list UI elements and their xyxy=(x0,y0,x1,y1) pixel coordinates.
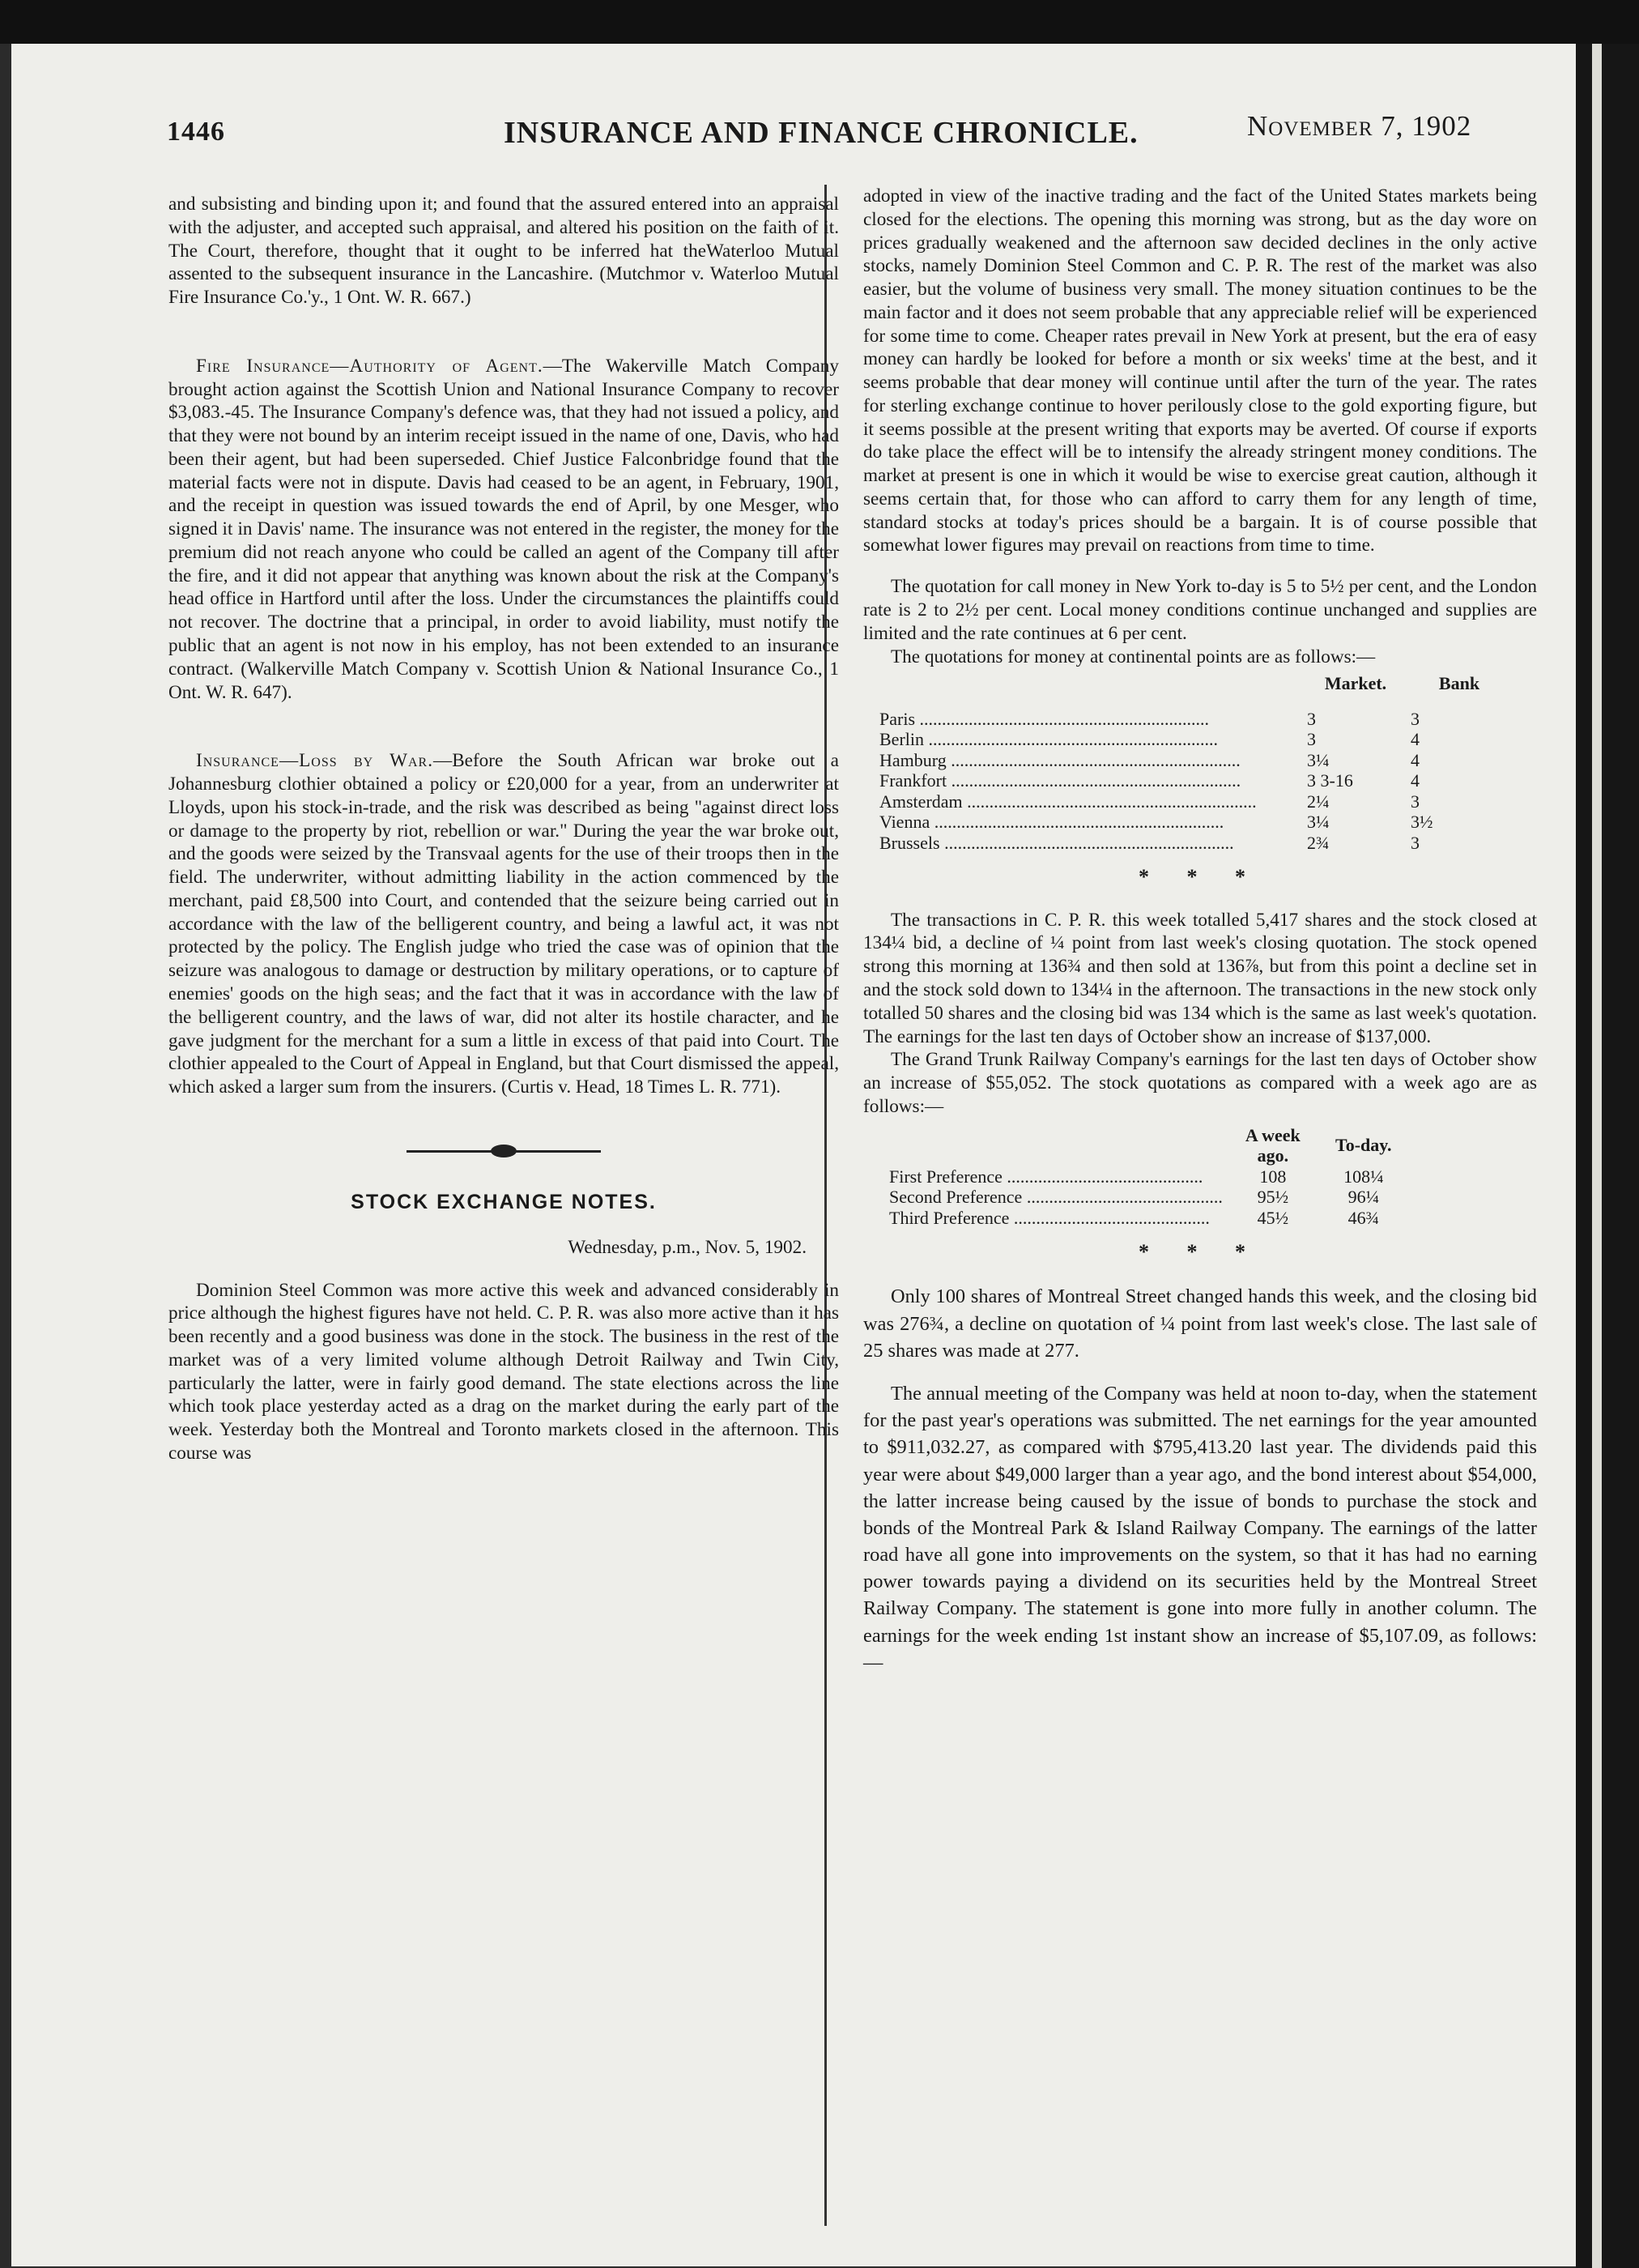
grand-trunk-paragraph: The Grand Trunk Railway Company's earnings for the last ten days of October show an increase of $55,052. The stock quotations as compared with a week ago are as follows:— xyxy=(863,1049,1537,1117)
issue-date: November 7, 1902 xyxy=(1247,110,1472,142)
column-header-market: Market. xyxy=(1324,673,1387,694)
scan-right-edge xyxy=(1576,44,1639,2268)
table-row xyxy=(876,729,1511,750)
table-row xyxy=(876,770,1511,791)
stock-name: Second Preference ..... xyxy=(884,1187,1228,1208)
bank-rate: 4 xyxy=(1411,749,1420,770)
table-row xyxy=(876,833,1511,854)
stock-name: First Preference ..... xyxy=(884,1166,1228,1187)
table-row xyxy=(884,1187,1409,1208)
place-name: Berlin ..... xyxy=(876,729,1304,750)
bank-rate: 4 xyxy=(1411,770,1420,791)
stock-name: Third Preference ..... xyxy=(884,1208,1228,1229)
article-continuation: and subsisting and binding upon it; and found that the assured entered into an appraisal with the adjuster, and accepted such appraisal, and altered his position on the faith of it. The Court, therefore, thought that it ought to be inferred hat theWaterloo Mutual assented to the subsequent insurance in the Lancashire. (Mutchmor v. Waterloo Mutual Fire Insurance Co.'y., 1 Ont. W. R. 667.) xyxy=(168,194,839,309)
place-name: Hamburg ..... xyxy=(876,750,1304,771)
place-name: Brussels ..... xyxy=(876,833,1304,854)
grand-trunk-table xyxy=(884,1125,1409,1229)
market-rate: 2¼ xyxy=(1307,791,1330,812)
today-value: 46¾ xyxy=(1347,1207,1380,1228)
week-ago-value: 95½ xyxy=(1257,1187,1289,1208)
article-body: —Before the South African war broke out a Johannesburg clothier obtained a policy or £20,000 for a year, from an underwriter at Lloyds, upon his stock-in-trade, and the risk was described as being "against direct loss or damage to the property by riot, rebellion or war." During the year the war broke out, and the goods were seized by the Transvaal agents for the use of their troops then in the field. The underwriter, without admitting liability in the action commenced by the merchant, paid £8,500 into Court, and contended that the seizure being carried out in accordance with the law of the belligerent country, and being a lawful act, it was not protected by the policy. The English judge who tried the case was of opinion that the seizure was analogous to damage or destruction by military operations, or to capture of enemies' goods on the high seas; and the fact that it was in accordance with the law of the belligerent country, and the laws of war, did not alter its hostile character, and he gave judgment for the merchant for a sum a little in excess of that paid into Court. The clothier appealed to the Court of Appeal in England, but that Court dismissed the appeal, which asked a larger sum from the insurers. (Curtis v. Head, 18 Times L. R. 771). xyxy=(168,750,839,1098)
publication-title: INSURANCE AND FINANCE CHRONICLE. xyxy=(504,116,1139,150)
place-name: Vienna ..... xyxy=(876,812,1304,833)
table-row xyxy=(876,750,1511,771)
week-ago-value: 108 xyxy=(1259,1166,1287,1187)
montreal-street-paragraph: Only 100 shares of Montreal Street changed hands this week, and the closing bid was 276¾, a decline on quotation of ¼ point from last week's close. The last sale of 25 shares was made at 277. xyxy=(863,1285,1537,1362)
section-title: STOCK EXCHANGE NOTES. xyxy=(351,1190,657,1213)
article-fire-insurance xyxy=(168,355,839,704)
table-row xyxy=(876,791,1511,812)
stock-notes-continuation: adopted in view of the inactive trading and the fact of the United States markets being closed for the elections. The opening this morning was strong, but as the day wore on prices gradually weakened and the afternoon saw decided declines in the only active stocks, namely Dominion Steel Common and C. P. R. The rest of the market was also easier, but the volume of business very small. The money situation continues to be the main factor and it does not seem probable that any appreciable relief will be experienced for some time to come. Cheaper rates prevail in New York at present, but the era of easy money can hardly be looked for before a month or six weeks' time at the best, and it seems probable that dear money will continue until after the turn of the year. The rates for sterling exchange continue to hover perilously close to the gold exporting figure, but it seems possible at the present writing that exports may be averted. Of course if exports do take place the effect will be to intensify the already stringent money conditions. The market at present is one in which it would be wise to exercise great caution, although it seems certain that, for those who can afford to carry them for any length of time, standard stocks at today's prices should be a bargain. It is of course possible that somewhat lower figures may prevail on reactions from time to time. xyxy=(863,185,1537,556)
bank-rate: 4 xyxy=(1411,729,1420,750)
bank-rate: 3½ xyxy=(1411,812,1433,833)
bank-rate: 3 xyxy=(1411,832,1420,853)
right-column xyxy=(863,185,1537,1676)
left-column xyxy=(168,193,839,1465)
bank-rate: 3 xyxy=(1411,708,1420,729)
market-rate: 3 3-16 xyxy=(1307,770,1353,791)
today-value: 108¼ xyxy=(1343,1166,1384,1187)
place-name: Paris ..... xyxy=(876,709,1304,730)
market-rate: 3 xyxy=(1307,708,1316,729)
column-header-today: To-day. xyxy=(1335,1135,1392,1156)
table-row xyxy=(876,812,1511,833)
place-name: Frankfort ..... xyxy=(876,770,1304,791)
article-heading: Insurance—Loss by War. xyxy=(196,750,434,772)
section-separator: * * * xyxy=(1139,1240,1262,1264)
article-body: —The Wakerville Match Company brought action against the Scottish Union and National Insurance Company to recover $3,083.-45. The Insurance Company's defence was, that they had not issued a policy, and that they were not bound by an interim receipt issued in the name of one, Davis, who had been their agent, but had been superseded. Chief Justice Falconbridge found that the material facts were not in dispute. Davis had ceased to be an agent, in February, 1901, and the receipt in question was issued towards the end of April, by one Mesger, who signed it in Davis' name. The insurance was not entered in the register, the money for the premium did not reach anyone who could be called an agent of the Company till after the fire, and it did not appear that anything was known about the risk at the Company's head office in Hartford until after the loss. Under the circumstances the plaintiffs could not recover. The doctrine that a principal, in order to avoid liability, must notify the public that an agent is not now in his employ, has not been extended to an insurance contract. (Walkerville Match Company v. Scottish Union & National Insurance Co., 1 Ont. W. R. 647). xyxy=(168,355,839,703)
market-rate: 2¾ xyxy=(1307,832,1330,853)
table-row xyxy=(884,1166,1409,1187)
week-ago-value: 45½ xyxy=(1257,1207,1289,1228)
table-row xyxy=(884,1208,1409,1229)
ornamental-divider xyxy=(407,1145,601,1157)
today-value: 96¼ xyxy=(1347,1187,1380,1208)
continental-intro: The quotations for money at continental points are as follows:— xyxy=(891,646,1376,667)
call-money-paragraph: The quotation for call money in New York to-day is 5 to 5½ per cent, and the London rate is 2 to 2½ per cent. Local money conditions continue unchanged and supplies are limited and the rate continues at 6 per cent. xyxy=(863,576,1537,644)
annual-meeting-paragraph: The annual meeting of the Company was held at noon to-day, when the statement for the past year's operations was submitted. The net earnings for the year amounted to $911,032.27, as compared with $795,413.20 last year. The dividends paid this year were about $49,000 larger than a year ago, and the bond interest about $54,000, the latter increase being caused by the issue of bonds to purchase the stock and bonds of the Montreal Park & Island Railway Company. The earnings of the latter road have all gone into improvements on the system, so that it has had no earning power towards paying a dividend on its securities held by the Montreal Street Railway Company. The statement is gone into more fully in another column. The earnings for the week ending 1st instant show an increase of $5,107.09, as follows:— xyxy=(863,1382,1537,1673)
market-rate: 3¼ xyxy=(1307,812,1330,833)
market-rate: 3¼ xyxy=(1307,749,1330,770)
stock-notes-paragraph: Dominion Steel Common was more active this week and advanced considerably in price although the highest figures have not held. C. P. R. was also more active than it has been recently and a good business was done in the stock. The business in the rest of the market was of a very limited volume although Detroit Railway and Twin City, particularly the latter, were in fairly good demand. The state elections across the line which took place yesterday acted as a drag on the market during the early part of the week. Yesterday both the Montreal and Toronto markets closed in the afternoon. This course was xyxy=(168,1279,839,1464)
bank-rate: 3 xyxy=(1411,791,1420,812)
column-header-bank: Bank xyxy=(1438,673,1480,694)
place-name: Amsterdam ..... xyxy=(876,791,1304,812)
article-heading: Fire Insurance—Authority of Agent. xyxy=(196,355,543,377)
column-header-week-ago: A week ago. xyxy=(1245,1124,1301,1166)
market-rate: 3 xyxy=(1307,729,1316,750)
article-loss-by-war xyxy=(168,749,839,1098)
page-header xyxy=(154,104,1490,152)
table-row xyxy=(876,709,1511,730)
montreal-street-section xyxy=(863,1283,1537,1676)
cpr-paragraph: The transactions in C. P. R. this week totalled 5,417 shares and the stock closed at 134¼ bid, a decline of ¼ point from last week's closing quotation. The stock opened strong this morning at 136¾ and then sold at 136⅞, but from this point a decline set in and the stock sold down to 134¼ in the afternoon. The transactions in the new stock only totalled 50 shares and the closing bid was 134 which is the same as last week's quotation. The earnings for the last ten days of October show an increase of $137,000. xyxy=(863,909,1537,1047)
section-separator: * * * xyxy=(1139,865,1262,889)
money-quotations-table xyxy=(876,673,1511,853)
dateline: Wednesday, p.m., Nov. 5, 1902. xyxy=(568,1236,807,1258)
scan-top-edge xyxy=(0,0,1639,44)
page-number: 1446 xyxy=(167,117,225,147)
